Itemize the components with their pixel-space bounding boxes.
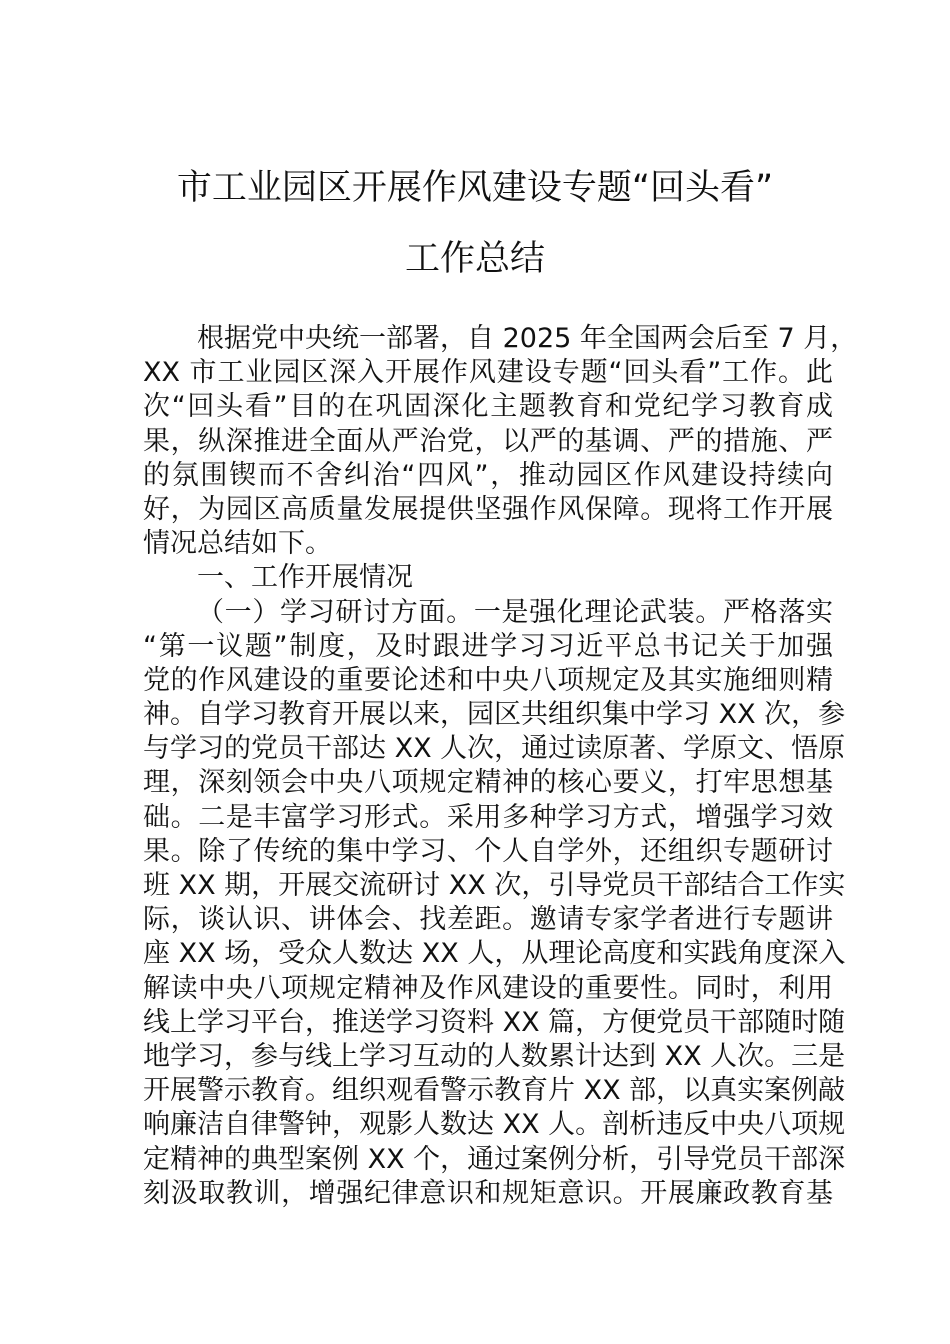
paragraph-line: 座 XX 场，受众人数达 XX 人，从理论高度和实践角度深入 <box>143 938 846 970</box>
paragraph-line: XX 市工业园区深入开展作风建设专题“回头看”工作。此 <box>143 357 833 389</box>
paragraph-line: 线上学习平台，推送学习资料 XX 篇，方便党员干部随时随 <box>143 1006 846 1038</box>
paragraph-line: 班 XX 期，开展交流研讨 XX 次，引导党员干部结合工作实 <box>143 870 846 901</box>
paragraph-line: 根据党中央统一部署，自 2025 年全国两会后至 7 月， <box>197 323 858 354</box>
section-heading: 一、工作开展情况 <box>197 562 413 594</box>
paragraph-line: 党的作风建设的重要论述和中央八项规定及其实施细则精 <box>143 664 833 696</box>
paragraph-line: 果。除了传统的集中学习、个人自学外，还组织专题研讨 <box>143 835 833 867</box>
paragraph-line: 刻汲取教训，增强纪律意识和规矩意识。开展廉政教育基 <box>143 1177 833 1209</box>
paragraph-line: 次“回头看”目的在巩固深化主题教育和党纪学习教育成 <box>143 391 833 423</box>
paragraph-line: 的氛围锲而不舍纠治“四风”，推动园区作风建设持续向 <box>143 459 833 491</box>
paragraph-line: 情况总结如下。 <box>143 528 332 560</box>
paragraph-line: 定精神的典型案例 XX 个，通过案例分析，引导党员干部深 <box>143 1143 846 1175</box>
document-body <box>143 322 858 1211</box>
paragraph-line: 际，谈认识、讲体会、找差距。邀请专家学者进行专题讲 <box>143 904 833 936</box>
paragraph-line: 础。二是丰富学习形式。采用多种学习方式，增强学习效 <box>143 801 833 833</box>
paragraph-line: 开展警示教育。组织观看警示教育片 XX 部，以真实案例敲 <box>143 1075 846 1107</box>
paragraph-line: （一）学习研讨方面。一是强化理论武装。严格落实 <box>197 596 833 628</box>
paragraph-line: 解读中央八项规定精神及作风建设的重要性。同时，利用 <box>143 972 833 1004</box>
paragraph-line: “第一议题”制度，及时跟进学习习近平总书记关于加强 <box>143 630 833 662</box>
paragraph-line: 果，纵深推进全面从严治党，以严的基调、严的措施、严 <box>143 425 833 457</box>
paragraph-line: 与学习的党员干部达 XX 人次，通过读原著、学原文、悟原 <box>143 733 846 765</box>
document-title-line-1: 市工业园区开展作风建设专题“回头看” <box>176 168 774 208</box>
paragraph-line: 神。自学习教育开展以来，园区共组织集中学习 XX 次，参 <box>143 699 846 731</box>
paragraph-line: 理，深刻领会中央八项规定精神的核心要义，打牢思想基 <box>143 767 833 799</box>
document-title-line-2: 工作总结 <box>404 239 545 279</box>
paragraph-line: 好，为园区高质量发展提供坚强作风保障。现将工作开展 <box>143 493 833 525</box>
paragraph-line: 地学习，参与线上学习互动的人数累计达到 XX 人次。三是 <box>143 1040 846 1072</box>
paragraph-line: 响廉洁自律警钟，观影人数达 XX 人。剖析违反中央八项规 <box>143 1109 846 1141</box>
